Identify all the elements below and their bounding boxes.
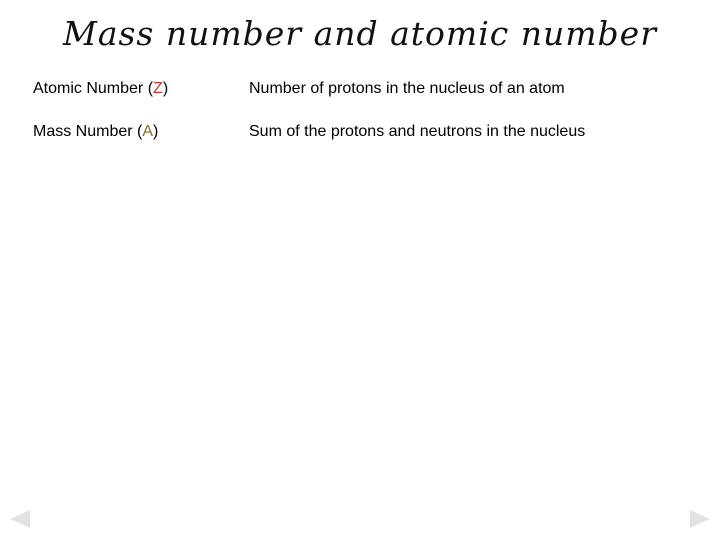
slide-title: Mass number and atomic number <box>63 14 657 53</box>
term-suffix: ) <box>153 123 159 140</box>
definition-mass-number: Sum of the protons and neutrons in the nucleus <box>249 123 586 140</box>
previous-slide-icon[interactable] <box>10 510 30 528</box>
definition-atomic-number: Number of protons in the nucleus of an atom <box>249 80 565 97</box>
term-prefix: Atomic Number ( <box>33 80 154 97</box>
term-atomic-number <box>33 77 168 101</box>
term-mass-number <box>33 120 158 144</box>
term-suffix: ) <box>162 80 169 97</box>
definition-row-atomic-number <box>0 77 720 101</box>
term-prefix: Mass Number ( <box>33 123 143 140</box>
symbol-z: Z <box>153 80 163 97</box>
symbol-a: A <box>142 123 154 140</box>
next-slide-icon[interactable] <box>690 510 710 528</box>
definition-row-mass-number <box>0 120 720 144</box>
